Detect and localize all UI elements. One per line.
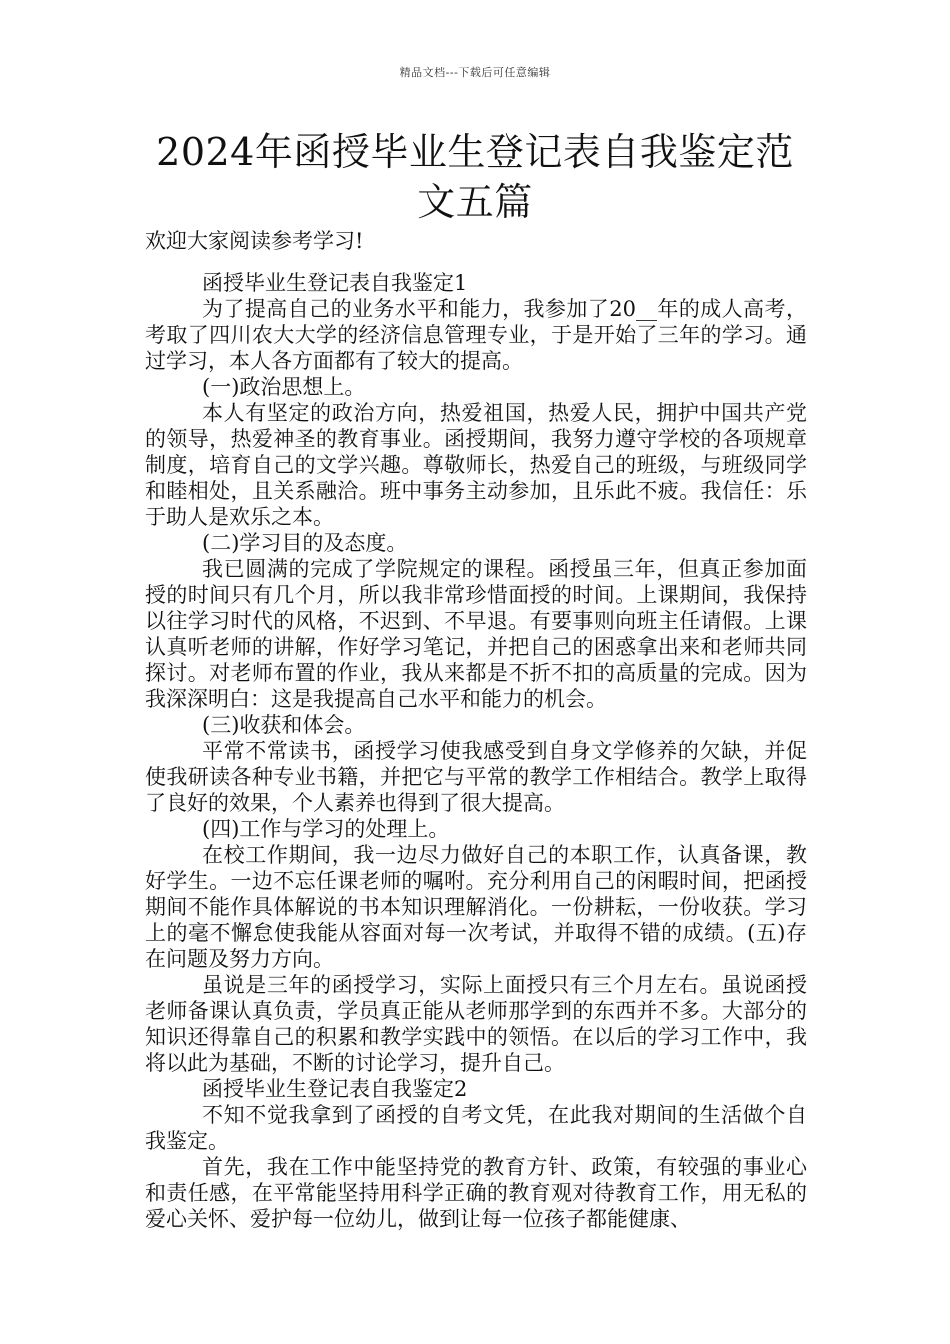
paragraph: 为了提高自己的业务水平和能力，我参加了20__年的成人高考，考取了四川农大大学的经济信息管理专业，于是开始了三年的学习。通过学习，本人各方面都有了较大的提高。 bbox=[145, 297, 807, 373]
subheading: (三)收获和体会。 bbox=[202, 713, 366, 737]
paragraph: 在校工作期间，我一边尽力做好自己的本职工作，认真备课，教好学生。一边不忘任课老师的嘱咐。充分利用自己的闲暇时间，把函授期间不能作具体解说的书本知识理解消化。一份耕耘，一份收获。学习上的毫不懈怠使我能从容面对每一次考试，并取得不错的成绩。(五)存在问题及努力方向。 bbox=[145, 843, 807, 971]
paragraph: 我已圆满的完成了学院规定的课程。函授虽三年，但真正参加面授的时间只有几个月，所以我非常珍惜面授的时间。上课期间，我保持以往学习时代的风格，不迟到、不早退。有要事则向班主任请假。上课认真听老师的讲解，作好学习笔记，并把自己的困惑拿出来和老师共同探讨。对老师布置的作业，我从来都是不折不扣的高质量的完成。因为我深深明白：这是我提高自己水平和能力的机会。 bbox=[145, 557, 807, 711]
paragraph: 平常不常读书，函授学习使我感受到自身文学修养的欠缺，并促使我研读各种专业书籍，并把它与平常的教学工作相结合。教学上取得了良好的效果，个人素养也得到了很大提高。 bbox=[145, 739, 807, 815]
section-heading-1: 函授毕业生登记表自我鉴定1 bbox=[202, 271, 468, 295]
subheading: (一)政治思想上。 bbox=[202, 375, 366, 399]
welcome-line: 欢迎大家阅读参考学习! bbox=[145, 229, 364, 253]
page-header: 精品文档---下载后可任意编辑 bbox=[399, 66, 551, 79]
section-heading-2: 函授毕业生登记表自我鉴定2 bbox=[202, 1077, 468, 1101]
subheading: (二)学习目的及态度。 bbox=[202, 531, 408, 555]
document-body bbox=[145, 228, 807, 1232]
document-title: 2024年函授毕业生登记表自我鉴定范文五篇 bbox=[156, 130, 794, 224]
subheading: (四)工作与学习的处理上。 bbox=[202, 817, 450, 841]
paragraph: 首先，我在工作中能坚持党的教育方针、政策，有较强的事业心和责任感，在平常能坚持用科学正确的教育观对待教育工作，用无私的爱心关怀、爱护每一位幼儿，做到让每一位孩子都能健康、 bbox=[145, 1155, 807, 1231]
paragraph: 本人有坚定的政治方向，热爱祖国，热爱人民，拥护中国共产党的领导，热爱神圣的教育事业。函授期间，我努力遵守学校的各项规章制度，培育自己的文学兴趣。尊敬师长，热爱自己的班级，与班级同学和睦相处，且关系融洽。班中事务主动参加，且乐此不疲。我信任：乐于助人是欢乐之本。 bbox=[145, 401, 807, 529]
paragraph: 虽说是三年的函授学习，实际上面授只有三个月左右。虽说函授老师备课认真负责，学员真正能从老师那学到的东西并不多。大部分的知识还得靠自己的积累和教学实践中的领悟。在以后的学习工作中，我将以此为基础，不断的讨论学习，提升自己。 bbox=[145, 973, 807, 1075]
paragraph: 不知不觉我拿到了函授的自考文凭，在此我对期间的生活做个自我鉴定。 bbox=[145, 1103, 807, 1153]
